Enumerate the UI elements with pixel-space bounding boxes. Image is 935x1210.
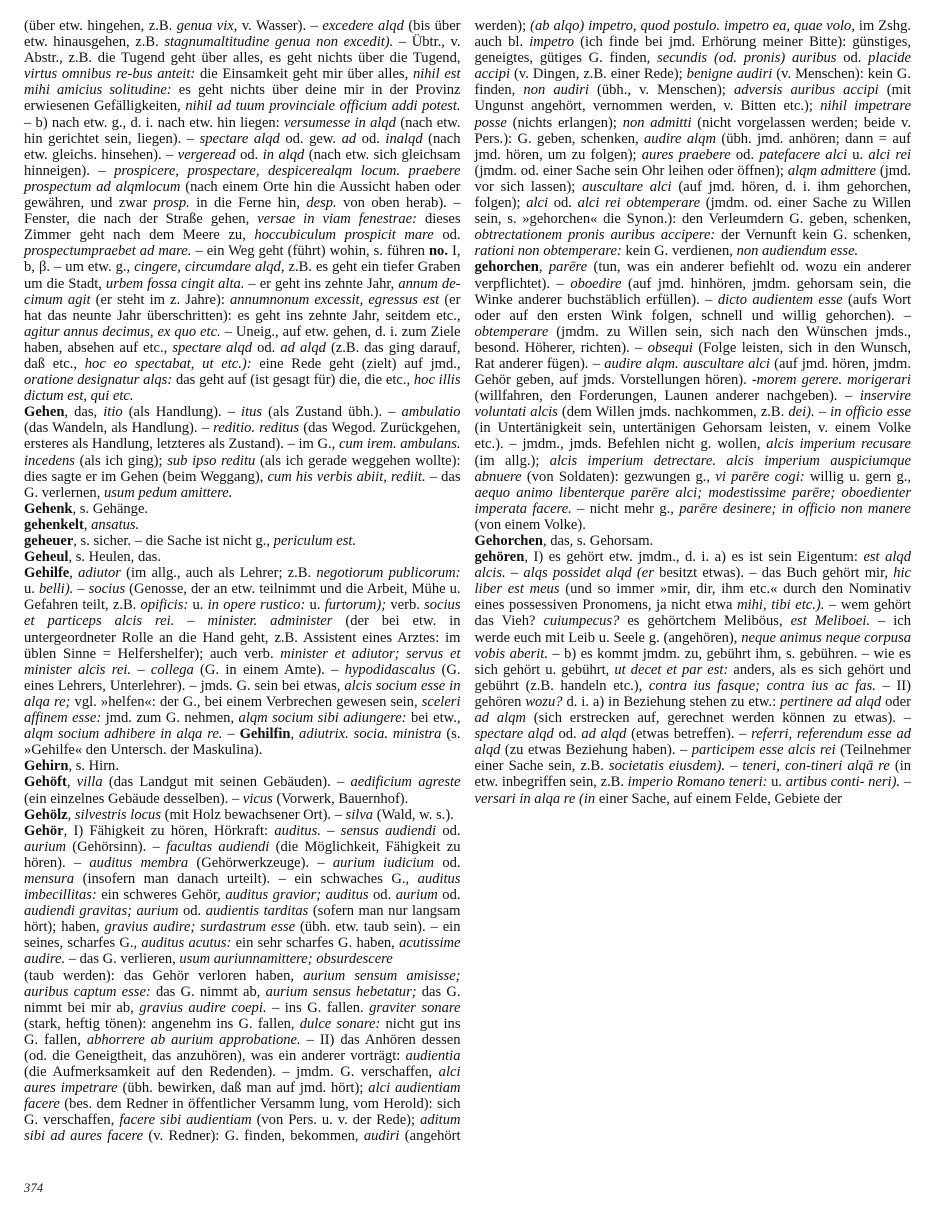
dictionary-entry: (taub werden): das Gehör verloren haben, aurium sensum amisisse; auribus captum esse: das G. nimmt ab, aurium sensus hebetatur; das G. nimmt bei mir ab, gravius audire coepi. – ins G. fallen. graviter sonare (stark, heftig tönen): angenehm ins G. fallen, dulce sonare: nicht gut ins G. fallen, abhorrere ab aurium approbatione. – II) das Anhören dessen (od. die Geneigtheit, das anzuhören), was ein anderer vorträgt: audientia (die Aufmerksamkeit auf den Redenden). – jmdm. G. verschaffen, alci aures impetrare (übh. bewirken, daß man auf jmd. hört); alci audientiam facere (bes. dem Redner in öffentlicher Versamm lung, vom Herold): sich G. verschaffen, facere sibi audientiam (von Pers. u. v. der Rede); aditum sibi ad aures facere (v. Redner): G. finden, bekommen, audiri (angehört werden); (ab alqo) impetro, quod postulo. impetro ea, quae volo, im Zshg. auch bl. impetro (ich finde bei jmd. Erhörung meiner Bitte): günstiges, geneigtes, gütiges G. finden, secundis (od. pronis) auribus od. placide accipi (v. Dingen, z.B. einer Rede); benigne audiri (v. Menschen): kein G. finden, non audiri (übh., v. Menschen); adversis auribus accipi (mit Ungunst angehört, vernommen werden, v. Bitten etc.); nihil impetrare posse (nichts erlangen); non admitti (nicht vorgelassen werden; beide v. Pers.): G. geben, schenken, audire alqm (übh. jmd. anhören; dann = auf jmd. hören, um zu folgen); aures praebere od. patefacere alci u. alci rei (jmdm. od. einer Sache sein Ohr leihen oder öffnen); alqm admittere (jmd. vor sich lassen); auscultare alci (auf jmd. hören, d. i. ihm gehorchen, folgen); alci od. alci rei obtemperare (jmdm. od. einer Sache zu Willen sein, s. »gehorchen« die Synon.): den Verleumdern G. geben, schenken, obtrectationem pronis auribus accipere: der Vernunft kein G. schenken, rationi non obtemperare: kein G. verdienen, non audiendum esse. bbox=[24, 18, 912, 1145]
dictionary-entry: gehören, I) es gehört etw. jmdm., d. i. a) es ist sein Eigentum: est alqd alcis. – alqs possidet alqd (er besitzt etwas). – das Buch gehört mir, hic liber est meus (und so immer »mir, dir, ihm etc.« durch den Nominativ eines possessiven Pronomens, ja nicht etwa mihi, tibi etc.). – wem gehört das Vieh? cuiumpecus? es gehörtchem Meliböus, est Meliboei. – ich werde euch mit Leib u. Seele g. (angehören), neque animus neque corpusa vobis aberit. – b) es kommt jmdm. zu, gebührt ihm, s. gebühren. – wie es sich gehört u. gebührt, ut decet et par est: anders, als es sich gehört und gebührt (z.B. handeln etc.), contra ius fasque; contra ius ac fas. – II) gehören wozu? d. i. a) in Beziehung stehen zu etw.: pertinere ad alqd oder ad alqm (sich erstrecken auf, gerechnet werden können zu etwas). – spectare alqd od. ad alqd (etwas betreffen). – referri, referendum esse ad alqd (zu etwas Beziehung haben). – participem esse alcis rei (Teilnehmer einer Sache sein, z.B. societatis eiusdem). – teneri, con-tineri alqā re (in etw. inbegriffen sein, z.B. imperio Romano teneri: u. artibus conti- neri). – versari in alqa re (in einer Sache, auf einem Felde, Gebiete der bbox=[474, 549, 912, 807]
page-number: 374 bbox=[24, 1181, 44, 1195]
dictionary-entry: Gehirn, s. Hirn. bbox=[24, 758, 119, 775]
dictionary-entry: Gehen, das, itio (als Handlung). – itus (als Zustand übh.). – ambulatio (das Wandeln, als Handlung). – reditio. reditus (das Wegod. Zurückgehen, ersteres als Handlung, letzteres als Zustand). – im G., cum irem. ambulans. incedens (als ich ging); sub ipso reditu (als ich gerade weggehen wollte): dies sagte er im Gehen (beim Weggang), cum his verbis abiit, rediit. – das G. verlernen, usum pedum amittere. bbox=[24, 404, 461, 501]
dictionary-entry: geheuer, s. sicher. – die Sache ist nicht g., periculum est. bbox=[24, 533, 357, 549]
dictionary-entry: Gehölz, silvestris locus (mit Holz bewachsener Ort). – silva (Wald, w. s.). bbox=[24, 806, 454, 823]
dictionary-entry: Geheul, s. Heulen, das. bbox=[24, 549, 161, 566]
dictionary-entry: Gehorchen, das, s. Gehorsam. bbox=[474, 533, 654, 549]
dictionary-entry: Gehöft, villa (das Landgut mit seinen Gebäuden). – aedificium agreste (ein einzelnes Gebäude desselben). – vicus (Vorwerk, Bauernhof). bbox=[24, 774, 461, 807]
dictionary-entry: Gehenk, s. Gehänge. bbox=[24, 500, 149, 517]
dictionary-entry: (über etw. hingehen, z.B. genua vix, v. Wasser). – excedere alqd (bis über etw. hinausgehen, z.B. stagnumaltitudine genua non excedit). – Übtr., v. Abstr., z.B. die Tugend geht über alles, es geht nichts über die Tugend, virtus omnibus re-bus anteit: die Einsamkeit geht mir über alles, nihil est mihi amicius solitudine: es geht nichts über deine mir in der Provinz erwiesenen Gefälligkeiten, nihil ad tuum provinciale officium addi potest. – b) nach etw. g., d. i. nach etw. hin liegen: versumesse in alqd (nach etw. hin gerichtet sein, liegen). – spectare alqd od. gew. ad od. inalqd (nach etw. gleichs. hinsehen). – vergeread od. in alqd (nach etw. sich gleichsam hinneigen). – prospicere, prospectare, despicerealqm locum. praebere prospectum ad alqmlocum (nach einem Orte hin die Aussicht haben oder gewähren, und zwar prosp. in die Ferne hin, desp. von oben herab). – Fenster, die nach der Straße gehen, versae in viam fenestrae: dieses Zimmer geht nach dem Meere zu, hoccubiculum prospicit mare od. prospectumpraebet ad mare. – ein Weg geht (führt) wohin, s. führen no. I, b, β. – um etw. g., cingere, circumdare alqd, z.B. es geht ein tiefer Graben um die Stadt, urbem fossa cingit alta. – er geht ins zehnte Jahr, annum de-cimum agit (er steht im z. Jahre): annumnonum excessit, egressus est (er hat das neunte Jahr überschritten): es geht ins zehnte Jahr, seitdem etc., agitur annus decimus, ex quo etc. – Uneig., auf etw. gehen, d. i. zum Ziele haben, absehen auf etc., spectare alqd od. ad alqd (z.B. das ging darauf, daß etc., hoc eo spectabat, ut etc.): eine Rede geht (zielt) auf jmd., oratione designatur alqs: das geht auf (ist gesagt für) die, die etc., hoc illis dictum est, qui etc. bbox=[24, 18, 461, 405]
dictionary-entry: gehenkelt, ansatus. bbox=[24, 516, 140, 533]
dictionary-entry: gehorchen, parēre (tun, was ein anderer befiehlt od. wozu ein anderer verpflichtet). – oboedire (auf jmd. hinhören, jmdm. gehorsam sein, die Winke anderer buchstäblich erfüllen). – dicto audientem esse (aufs Wort oder auf den ersten Wink folgen, schnell und willig gehorchen). – obtemperare (jmdm. zu Willen sein, sich nach den Wünschen jmds., besond. Höherer, richten). – obsequi (Folge leisten, sich in den Wunsch, Rat anderer fügen). – audire alqm. auscultare alci (auf jmd. hören, jmdm. Gehör geben, auf jmds. Vorstellungen hören). -morem gerere. morigerari (willfahren, den Forderungen, Launen anderer nachgeben). – inservire voluntati alcis (dem Willen jmds. nachkommen, z.B. dei). – in officio esse (in Untertänigkeit sein, untertänigen Gehorsam leisten, v. einem Volke etc.). – jmdm., jmds. Befehlen nicht g. wollen, alcis imperium recusare (im allg.); alcis imperium detrectare. alcis imperium auspiciumque abnuere (von Soldaten): gezwungen g., vi parēre cogi: willig u. gern g., aequo animo libenterque parēre alci; modestissime parēre; oboedienter imperata facere. – nicht mehr g., parēre desinere; in officio non manere (von einem Volke). bbox=[474, 259, 912, 533]
page-columns bbox=[24, 18, 911, 1158]
dictionary-entry: Gehilfe, adiutor (im allg., auch als Lehrer; z.B. negotiorum publicorum: u. belli). – socius (Genosse, der an etw. teilnimmt und die Arbeit, Mühe u. Gefahren teilt, z.B. opificis: u. in opere rustico: u. furtorum); verb. socius et particeps alcis rei. – minister. administer (der bei etw. in untergeordneter Rolle an die Hand geht, z.B. Assistent eines Arztes: im üblen Sinne = Helfershelfer); auch verb. minister et adiutor; servus et minister alcis rei. – collega (G. in einem Amte). – hypodidascalus (G. eines Lehrers, Unterlehrer). – jmds. G. sein bei etwas, alcis socium esse in alqa re; vgl. »helfen«: der G., bei einem Verbrechen gewesen sein, sceleri affinem esse: jmd. zum G. nehmen, alqm socium sibi adiungere: bei etw., alqm socium adhibere in alqa re. – Gehilfin, adiutrix. socia. ministra (s. »Gehilfe« den Untersch. der Maskulina). bbox=[24, 565, 461, 759]
dictionary-entry: Gehör, I) Fähigkeit zu hören, Hörkraft: auditus. – sensus audiendi od. aurium (Gehörsinn). – facultas audiendi (die Möglichkeit, Fähigkeit zu hören). – auditus membra (Gehörwerkzeuge). – aurium iudicium od. mensura (insofern man danach urteilt). – ein schwaches G., auditus imbecillitas: ein schweres Gehör, auditus gravior; auditus od. aurium od. audiendi gravitas; aurium od. audientis tarditas (sofern man nur langsam hört); haben, gravius audire; surdastrum esse (übh. etw. taub sein). – ein seines, scharfes G., auditus acutus: ein sehr scharfes G. haben, acutissime audire. – das G. verlieren, usum auriunnamittere; obsurdescere bbox=[24, 822, 461, 968]
